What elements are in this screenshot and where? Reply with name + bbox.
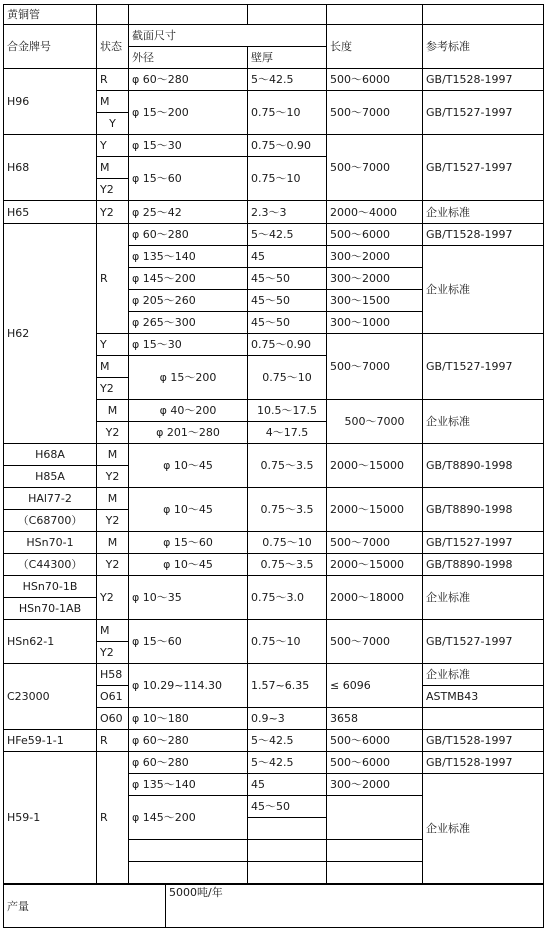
standard-cell: 企业标准 <box>422 575 544 620</box>
wall-cell: 0.75～0.90 <box>247 134 327 157</box>
alloy-cell: H96 <box>3 68 97 135</box>
state-cell: H58 <box>96 663 129 686</box>
outer-cell: φ 145～200 <box>128 795 248 840</box>
empty-cell <box>422 707 544 730</box>
header-wall: 壁厚 <box>247 46 327 69</box>
standard-cell: 企业标准 <box>422 773 544 884</box>
alloy-cell: HSn62-1 <box>3 619 97 664</box>
empty-cell <box>96 4 129 25</box>
outer-cell: φ 60～280 <box>128 68 248 91</box>
wall-cell: 0.75～3.5 <box>247 487 327 532</box>
state-cell: Y2 <box>96 575 129 620</box>
wall-cell: 5～42.5 <box>247 729 327 752</box>
outer-cell: φ 135～140 <box>128 773 248 796</box>
outer-cell: φ 15～60 <box>128 531 248 554</box>
length-cell: 300～2000 <box>326 245 423 268</box>
alloy-cell: HSn70-1 <box>3 531 97 554</box>
wall-cell: 0.75～3.0 <box>247 575 327 620</box>
header-alloy: 合金牌号 <box>3 24 97 69</box>
wall-cell: 0.75～3.5 <box>247 553 327 576</box>
wall-cell: 10.5～17.5 <box>247 399 327 422</box>
standard-cell: GB/T8890-1998 <box>422 553 544 576</box>
empty-cell <box>326 861 423 884</box>
wall-cell: 5～42.5 <box>247 223 327 246</box>
state-cell: O61 <box>96 685 129 708</box>
header-outer: 外径 <box>128 46 248 69</box>
length-cell: 500～7000 <box>326 619 423 664</box>
length-cell: 500～6000 <box>326 223 423 246</box>
wall-cell: 0.75～10 <box>247 531 327 554</box>
outer-cell: φ 145～200 <box>128 267 248 290</box>
length-cell: 500～7000 <box>326 134 423 201</box>
state-cell: R <box>96 751 129 884</box>
wall-cell: 45～50 <box>247 311 327 334</box>
alloy-cell: （C44300） <box>3 553 97 576</box>
empty-cell <box>422 4 544 25</box>
header-state: 状态 <box>96 24 129 69</box>
length-cell: 3658 <box>326 707 423 730</box>
outer-cell: φ 15～200 <box>128 90 248 135</box>
production-label: 产量 <box>3 883 166 928</box>
alloy-cell: C23000 <box>3 663 97 730</box>
state-cell: Y <box>96 112 129 135</box>
state-cell: M <box>96 487 129 510</box>
outer-cell: φ 10～180 <box>128 707 248 730</box>
wall-cell: 5～42.5 <box>247 68 327 91</box>
empty-cell <box>247 861 327 884</box>
state-cell: M <box>96 355 129 378</box>
standard-cell: 企业标准 <box>422 399 544 444</box>
state-cell: Y <box>96 333 129 356</box>
wall-cell: 0.75～3.5 <box>247 443 327 488</box>
outer-cell: φ 60～280 <box>128 729 248 752</box>
empty-cell <box>326 839 423 862</box>
standard-cell: GB/T1528-1997 <box>422 223 544 246</box>
standard-cell: GB/T1527-1997 <box>422 134 544 201</box>
length-cell: ≤ 6096 <box>326 663 423 708</box>
outer-cell: φ 15～30 <box>128 134 248 157</box>
empty-cell <box>326 795 423 840</box>
length-cell: 300～1500 <box>326 289 423 312</box>
wall-cell: 0.75～10 <box>247 619 327 664</box>
length-cell: 500～7000 <box>326 90 423 135</box>
outer-cell: φ 10～45 <box>128 553 248 576</box>
wall-cell: 45～50 <box>247 267 327 290</box>
standard-cell: GB/T1528-1997 <box>422 68 544 91</box>
length-cell: 2000～15000 <box>326 443 423 488</box>
header-length: 长度 <box>326 24 423 69</box>
length-cell: 500～6000 <box>326 68 423 91</box>
wall-cell: 45 <box>247 245 327 268</box>
alloy-cell: H85A <box>3 465 97 488</box>
state-cell: R <box>96 729 129 752</box>
length-cell: 500～6000 <box>326 729 423 752</box>
alloy-cell: H59-1 <box>3 751 97 884</box>
standard-cell: GB/T1528-1997 <box>422 729 544 752</box>
wall-cell: 0.75～0.90 <box>247 333 327 356</box>
length-cell: 500～6000 <box>326 751 423 774</box>
outer-cell: φ 15～60 <box>128 619 248 664</box>
production-value: 5000吨/年 <box>165 883 544 928</box>
standard-cell: GB/T1527-1997 <box>422 90 544 135</box>
standard-cell: GB/T1527-1997 <box>422 619 544 664</box>
wall-cell: 4～17.5 <box>247 421 327 444</box>
state-cell: R <box>96 223 129 334</box>
outer-cell: φ 15～60 <box>128 156 248 201</box>
state-cell: M <box>96 531 129 554</box>
state-cell: Y2 <box>96 509 129 532</box>
alloy-cell: HAl77-2 <box>3 487 97 510</box>
length-cell: 500～7000 <box>326 399 423 444</box>
outer-cell: φ 60～280 <box>128 223 248 246</box>
length-cell: 500～7000 <box>326 531 423 554</box>
outer-cell: φ 10～35 <box>128 575 248 620</box>
outer-cell: φ 15～30 <box>128 333 248 356</box>
wall-cell: 0.75～10 <box>247 355 327 400</box>
state-cell: Y2 <box>96 553 129 576</box>
state-cell: M <box>96 156 129 179</box>
standard-cell: GB/T8890-1998 <box>422 487 544 532</box>
wall-cell: 45 <box>247 773 327 796</box>
standard-cell: GB/T8890-1998 <box>422 443 544 488</box>
empty-cell <box>128 4 248 25</box>
alloy-cell: HSn70-1B <box>3 575 97 598</box>
alloy-cell: H68A <box>3 443 97 466</box>
length-cell: 300～2000 <box>326 773 423 796</box>
length-cell: 2000～15000 <box>326 553 423 576</box>
standard-cell: 企业标准 <box>422 200 544 224</box>
empty-cell <box>247 4 327 25</box>
wall-cell: 45～50 <box>247 289 327 312</box>
alloy-cell: H65 <box>3 200 97 224</box>
state-cell: Y2 <box>96 465 129 488</box>
outer-cell: φ 25～42 <box>128 200 248 224</box>
wall-cell: 45～50 <box>247 795 327 818</box>
standard-cell: GB/T1527-1997 <box>422 531 544 554</box>
outer-cell: φ 201～280 <box>128 421 248 444</box>
state-cell: M <box>96 443 129 466</box>
standard-cell: GB/T1527-1997 <box>422 333 544 400</box>
header-standard: 参考标准 <box>422 24 544 69</box>
empty-cell <box>128 861 248 884</box>
state-cell: M <box>96 90 129 113</box>
outer-cell: φ 135～140 <box>128 245 248 268</box>
empty-cell <box>247 839 327 862</box>
outer-cell: φ 10～45 <box>128 443 248 488</box>
empty-cell <box>247 817 327 840</box>
state-cell: Y2 <box>96 200 129 224</box>
length-cell: 300～2000 <box>326 267 423 290</box>
length-cell: 2000～18000 <box>326 575 423 620</box>
wall-cell: 2.3～3 <box>247 200 327 224</box>
standard-cell: 企业标准 <box>422 663 544 686</box>
empty-cell <box>326 4 423 25</box>
length-cell: 300～1000 <box>326 311 423 334</box>
header-section: 截面尺寸 <box>128 24 327 47</box>
state-cell: Y2 <box>96 641 129 664</box>
alloy-cell: HFe59-1-1 <box>3 729 97 752</box>
length-cell: 2000～15000 <box>326 487 423 532</box>
outer-cell: φ 40～200 <box>128 399 248 422</box>
outer-cell: φ 10～45 <box>128 487 248 532</box>
wall-cell: 0.75～10 <box>247 90 327 135</box>
alloy-cell: HSn70-1AB <box>3 597 97 620</box>
length-cell: 500～7000 <box>326 333 423 400</box>
state-cell: Y2 <box>96 421 129 444</box>
wall-cell: 5～42.5 <box>247 751 327 774</box>
standard-cell: 企业标准 <box>422 245 544 334</box>
outer-cell: φ 60～280 <box>128 751 248 774</box>
alloy-cell: H68 <box>3 134 97 201</box>
state-cell: Y2 <box>96 377 129 400</box>
alloy-cell: （C68700） <box>3 509 97 532</box>
outer-cell: φ 205～260 <box>128 289 248 312</box>
outer-cell: φ 15～200 <box>128 355 248 400</box>
outer-cell: φ 265～300 <box>128 311 248 334</box>
length-cell: 2000～4000 <box>326 200 423 224</box>
state-cell: Y2 <box>96 178 129 201</box>
state-cell: R <box>96 68 129 91</box>
standard-cell: GB/T1528-1997 <box>422 751 544 774</box>
state-cell: M <box>96 619 129 642</box>
state-cell: O60 <box>96 707 129 730</box>
wall-cell: 0.75～10 <box>247 156 327 201</box>
alloy-cell: H62 <box>3 223 97 444</box>
standard-cell: ASTMB43 <box>422 685 544 708</box>
empty-cell <box>128 839 248 862</box>
outer-cell: φ 10.29~114.30 <box>128 663 248 708</box>
state-cell: M <box>96 399 129 422</box>
wall-cell: 1.57~6.35 <box>247 663 327 708</box>
wall-cell: 0.9~3 <box>247 707 327 730</box>
table-title: 黄铜管 <box>3 4 97 25</box>
state-cell: Y <box>96 134 129 157</box>
